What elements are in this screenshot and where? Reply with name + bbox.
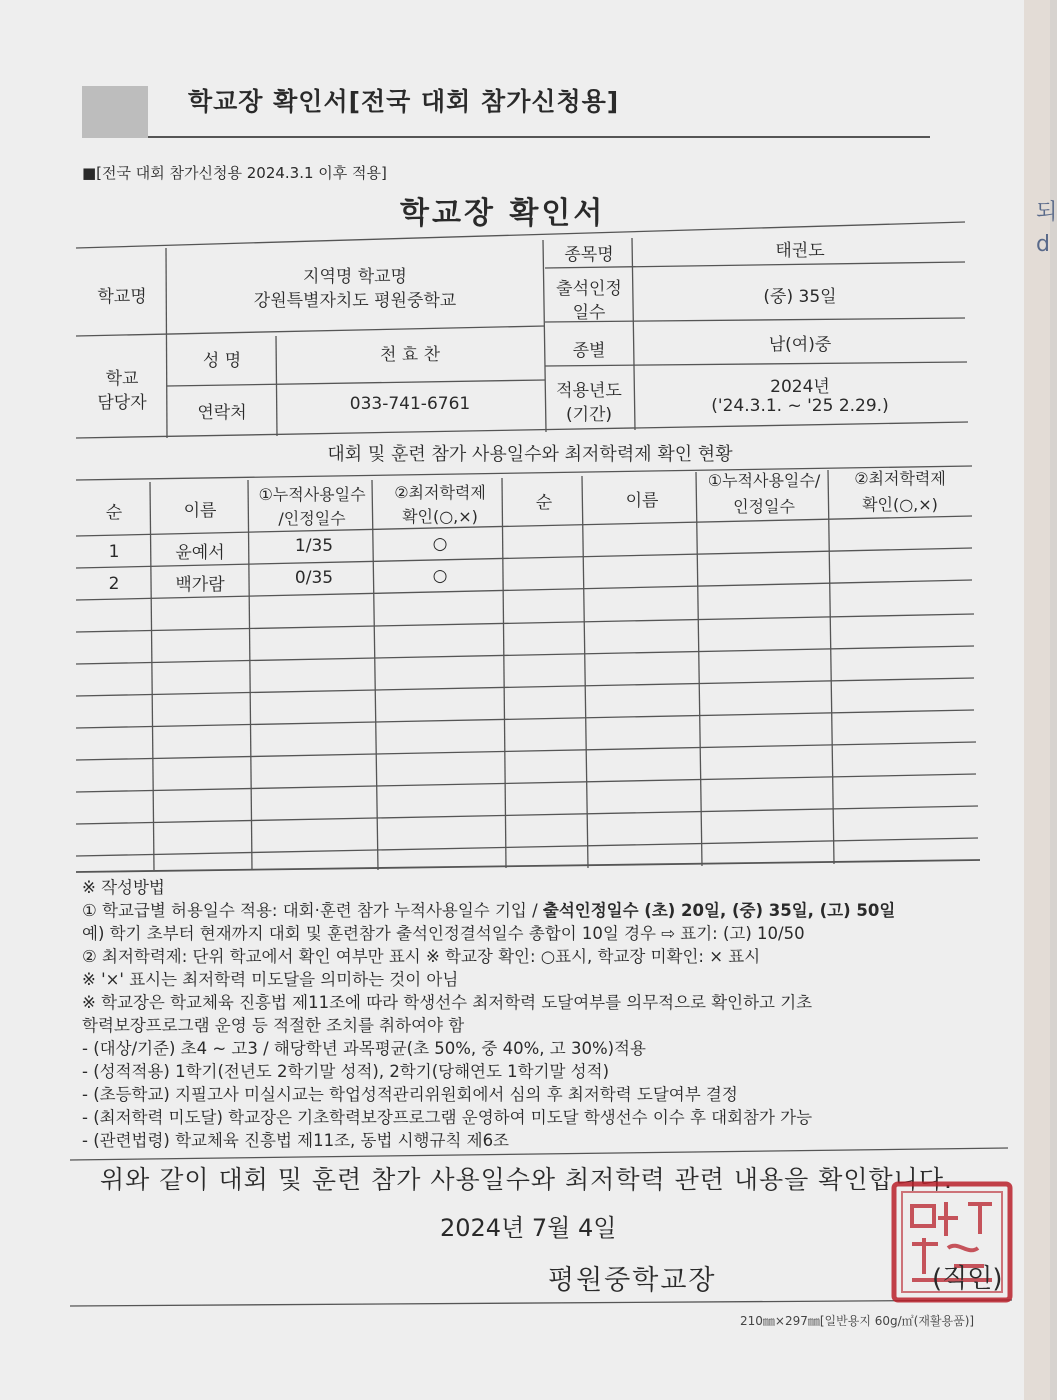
col-min-header-right-line1: ②최저학력제 (854, 469, 946, 488)
region-school-label: 지역명 학교명 (303, 267, 407, 287)
col-days-header-line1: ①누적사용일수 (258, 485, 366, 504)
sport-label: 종목명 (564, 245, 614, 265)
header-title: 학교장 확인서[전국 대회 참가신청용] (188, 87, 620, 116)
period-value: ('24.3.1. ~ '25 2.29.) (711, 396, 889, 416)
instruction-line-8: - (성적적용) 1학기(전년도 2학기말 성적), 2학기(당해연도 1학기말 성적) (82, 1062, 610, 1081)
manager-label-line2: 담당자 (97, 393, 147, 413)
col-name-header: 이름 (183, 501, 217, 521)
instruction-line-4: ※ '×' 표시는 최저학력 미도달을 의미하는 것이 아님 (82, 970, 459, 989)
document-title: 학교장 확인서 (400, 196, 606, 231)
instruction-line-1 (82, 899, 1002, 922)
col-days-header-line2: /인정일수 (278, 509, 346, 528)
name-label: 성 명 (202, 351, 242, 371)
manager-label-line1: 학교 (105, 369, 139, 389)
row2-name: 백가람 (175, 575, 225, 595)
row2-no: 2 (108, 574, 120, 594)
col-no-header: 순 (105, 503, 123, 523)
row1-check: ○ (432, 534, 448, 554)
instruction-line-2: 예) 학기 초부터 현재까지 대회 및 훈련참가 출석인정결석일수 총합이 10일 경우 ⇨ 표기: (고) 10/50 (82, 924, 805, 943)
attendance-label-line1: 출석인정 (556, 279, 622, 299)
header-rule (148, 136, 930, 138)
col-days-header-right-line2: 인정일수 (733, 497, 795, 516)
principal-name: 평원중학교장 (548, 1265, 717, 1296)
instruction-line-11: - (관련법령) 학교체육 진흥법 제11조, 동법 시행규칙 제6조 (82, 1131, 509, 1150)
paper-spec: 210㎜×297㎜[일반용지 60g/㎡(재활용품)] (740, 1314, 975, 1328)
col-min-header-line1: ②최저학력제 (394, 483, 486, 502)
attendance-label-line2: 일수 (572, 303, 606, 323)
issue-date: 2024년 7월 4일 (440, 1214, 617, 1242)
edge-text-2: d (1036, 232, 1050, 257)
col-min-header-right-line2: 확인(○,×) (862, 495, 938, 514)
row1-days: 1/35 (294, 536, 334, 556)
row2-days: 0/35 (294, 568, 334, 588)
year-label-line1: 적용년도 (556, 381, 622, 401)
col-min-header-line2: 확인(○,×) (402, 507, 478, 526)
instruction-line-10: - (최저학력 미도달) 학교장은 기초학력보장프로그램 운영하여 미도달 학생선수 이수 후 대회참가 가능 (82, 1108, 813, 1127)
sport-value: 태권도 (775, 241, 825, 261)
school-label: 학교명 (97, 287, 147, 307)
instruction-line-5: ※ 학교장은 학교체육 진흥법 제11조에 따라 학생선수 최저학력 도달여부를 의무적으로 확인하고 기초 (82, 993, 813, 1012)
contact-label: 연락처 (197, 403, 247, 423)
instruction-line-3: ② 최저학력제: 단위 학교에서 확인 여부만 표시 ※ 학교장 확인: ○표시, 학교장 미확인: × 표시 (82, 947, 761, 966)
gender-value: 남(여)중 (768, 335, 832, 355)
instructions (82, 876, 1002, 1152)
applicable-note: ■[전국 대회 참가신청용 2024.3.1 이후 적용] (82, 164, 387, 182)
confirmation-text: 위와 같이 대회 및 훈련 참가 사용일수와 최저학력 관련 내용을 확인합니다. (100, 1165, 953, 1194)
header-gray-block (82, 86, 148, 138)
row2-check: ○ (432, 566, 448, 586)
instruction-line-9: - (초등학교) 지필고사 미실시교는 학업성적관리위원회에서 심의 후 최저학력 도달여부 결정 (82, 1085, 738, 1104)
seal-label: (직인) (932, 1264, 1003, 1294)
gender-label: 종별 (572, 341, 606, 361)
year-label-line2: (기간) (565, 405, 613, 425)
instructions-heading: ※ 작성방법 (82, 878, 165, 897)
instruction-line-1a: ① 학교급별 허용일수 적용: 대회·훈련 참가 누적사용일수 기입 / (82, 901, 543, 920)
contact-value: 033-741-6761 (349, 394, 471, 414)
edge-text-1: 되 (1036, 200, 1057, 225)
school-name-value: 강원특별자치도 평원중학교 (253, 291, 457, 311)
attendance-value: (중) 35일 (763, 287, 837, 307)
col-name-header-right: 이름 (625, 491, 659, 511)
status-title: 대회 및 훈련 참가 사용일수와 최저학력제 확인 현황 (327, 444, 733, 465)
row1-name: 윤예서 (175, 543, 225, 563)
name-value: 천 효 찬 (379, 345, 441, 365)
instruction-line-6: 학력보장프로그램 운영 등 적절한 조치를 취하여야 함 (82, 1016, 465, 1035)
row1-no: 1 (108, 542, 120, 562)
instruction-line-7: - (대상/기준) 초4 ~ 고3 / 해당학년 과목평균(초 50%, 중 40%, 고 30%)적용 (82, 1039, 646, 1058)
col-no-header-right: 순 (535, 493, 553, 513)
instruction-line-1b: 출석인정일수 (초) 20일, (중) 35일, (고) 50일 (542, 901, 896, 920)
year-value: 2024년 (770, 377, 830, 397)
col-days-header-right-line1: ①누적사용일수/ (707, 471, 821, 490)
